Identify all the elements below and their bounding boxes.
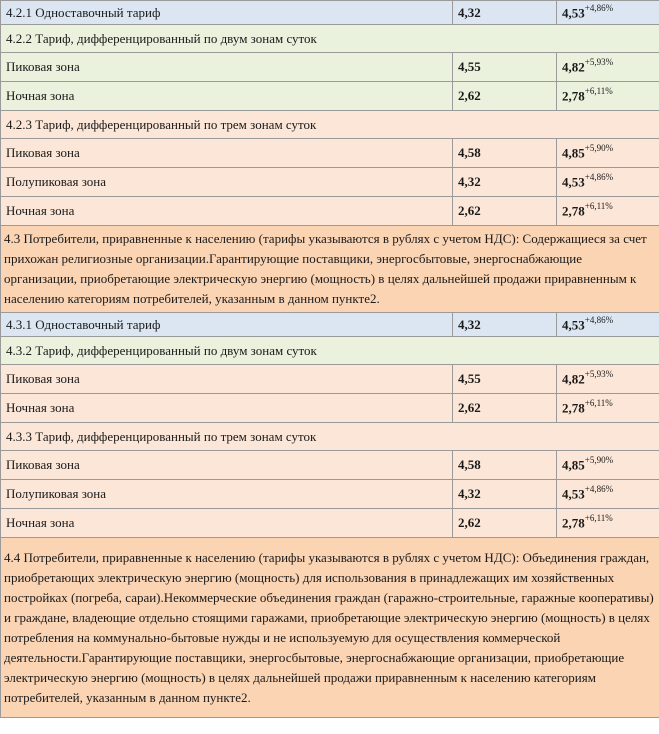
new-tariff-cell (557, 1, 659, 25)
section-header (1, 25, 659, 53)
new-tariff-cell (557, 394, 659, 423)
table-row (1, 139, 659, 168)
row-label: Ночная зона (1, 82, 453, 111)
table-row (1, 365, 659, 394)
new-tariff: 4,53 (562, 317, 585, 333)
tariff-change: +6,11% (584, 86, 613, 97)
tariff-change: +6,11% (584, 513, 613, 524)
row-label: Ночная зона (1, 509, 453, 538)
row-label: Пиковая зона (1, 139, 453, 168)
current-tariff: 2,62 (453, 82, 557, 111)
current-tariff: 4,32 (453, 313, 557, 337)
current-tariff: 4,32 (453, 168, 557, 197)
current-tariff: 4,55 (453, 365, 557, 394)
tariff-change: +6,11% (584, 201, 613, 212)
current-tariff: 4,55 (453, 53, 557, 82)
table-row (1, 168, 659, 197)
new-tariff-cell (557, 82, 659, 111)
category-description (1, 226, 659, 313)
new-tariff: 4,53 (562, 486, 585, 502)
new-tariff: 4,85 (562, 457, 585, 473)
table-row (1, 451, 659, 480)
row-label: Полупиковая зона (1, 480, 453, 509)
new-tariff-cell (557, 168, 659, 197)
tariff-change: +5,93% (584, 369, 614, 380)
row-label: 4.2.1 Одноставочный тариф (1, 1, 453, 25)
new-tariff: 4,85 (562, 145, 585, 161)
section-header (1, 423, 659, 451)
current-tariff: 2,62 (453, 394, 557, 423)
row-label: Ночная зона (1, 197, 453, 226)
table-row (1, 394, 659, 423)
new-tariff: 4,53 (562, 5, 585, 21)
current-tariff: 2,62 (453, 197, 557, 226)
section-header (1, 111, 659, 139)
tariff-change: +5,93% (584, 57, 614, 68)
section-title: 4.2.3 Тариф, дифференцированный по трем зонам суток (1, 111, 659, 139)
row-label: Ночная зона (1, 394, 453, 423)
section-header (1, 337, 659, 365)
row-label: Полупиковая зона (1, 168, 453, 197)
section-title: 4.2.2 Тариф, дифференцированный по двум зонам суток (1, 25, 659, 53)
category-description (1, 538, 659, 718)
current-tariff: 4,32 (453, 1, 557, 25)
current-tariff: 2,62 (453, 509, 557, 538)
new-tariff-cell (557, 197, 659, 226)
row-label: 4.3.1 Одноставочный тариф (1, 313, 453, 337)
new-tariff: 2,78 (562, 400, 585, 416)
section-title: 4.3.2 Тариф, дифференцированный по двум зонам суток (1, 337, 659, 365)
new-tariff: 4,82 (562, 371, 585, 387)
current-tariff: 4,58 (453, 139, 557, 168)
tariff-change: +6,11% (584, 398, 613, 409)
tariff-change: +4,86% (584, 2, 614, 13)
description-text: 4.3 Потребители, приравненные к населению (тарифы указываются в рублях с учетом НДС): Содержащиеся за счет прихожан религиозные организации.Гарантирующие поставщики, энергосбытовые, энергоснабжающие организации, приобретающие электрическую энергию (мощность) в целях дальнейшей продажи приравненным к населению категориям потребителей, указанным в данном пункте2. (1, 226, 659, 313)
tariff-change: +4,86% (584, 314, 614, 325)
new-tariff-cell (557, 451, 659, 480)
description-text: 4.4 Потребители, приравненные к населению (тарифы указываются в рублях с учетом НДС): Объединения граждан, приобретающих электрическую энергию (мощность) для использования в принадлежащих им хозяйственных постройках (погреба, сараи).Некоммерческие объединения граждан (гаражно-строительные, гаражные кооперативы) и граждане, владеющие отдельно стоящими гаражами, приобретающие электрическую энергию (мощность) в целях потребления на коммунально-бытовые нужды и не используемую для осуществления коммерческой деятельности.Гарантирующие поставщики, энергосбытовые, энергоснабжающие организации, приобретающие электрическую энергию (мощность) в целях дальнейшей продажи приравненным к населению категориям потребителей, указанным в данном пункте2. (1, 538, 659, 718)
new-tariff: 4,82 (562, 59, 585, 75)
new-tariff-cell (557, 365, 659, 394)
table-row (1, 53, 659, 82)
new-tariff-cell (557, 139, 659, 168)
table-row (1, 480, 659, 509)
table-row (1, 82, 659, 111)
new-tariff: 2,78 (562, 88, 585, 104)
new-tariff-cell (557, 313, 659, 337)
table-row (1, 509, 659, 538)
new-tariff-cell (557, 509, 659, 538)
row-label: Пиковая зона (1, 365, 453, 394)
tariff-change: +4,86% (584, 172, 614, 183)
tariff-change: +4,86% (584, 484, 614, 495)
new-tariff-cell (557, 53, 659, 82)
tariff-change: +5,90% (584, 143, 614, 154)
section-title: 4.3.3 Тариф, дифференцированный по трем зонам суток (1, 423, 659, 451)
current-tariff: 4,32 (453, 480, 557, 509)
row-label: Пиковая зона (1, 53, 453, 82)
row-label: Пиковая зона (1, 451, 453, 480)
new-tariff: 4,53 (562, 174, 585, 190)
table-row (1, 197, 659, 226)
tariff-change: +5,90% (584, 455, 614, 466)
new-tariff: 2,78 (562, 203, 585, 219)
new-tariff: 2,78 (562, 515, 585, 531)
table-row (1, 313, 659, 337)
new-tariff-cell (557, 480, 659, 509)
table-row (1, 1, 659, 25)
current-tariff: 4,58 (453, 451, 557, 480)
